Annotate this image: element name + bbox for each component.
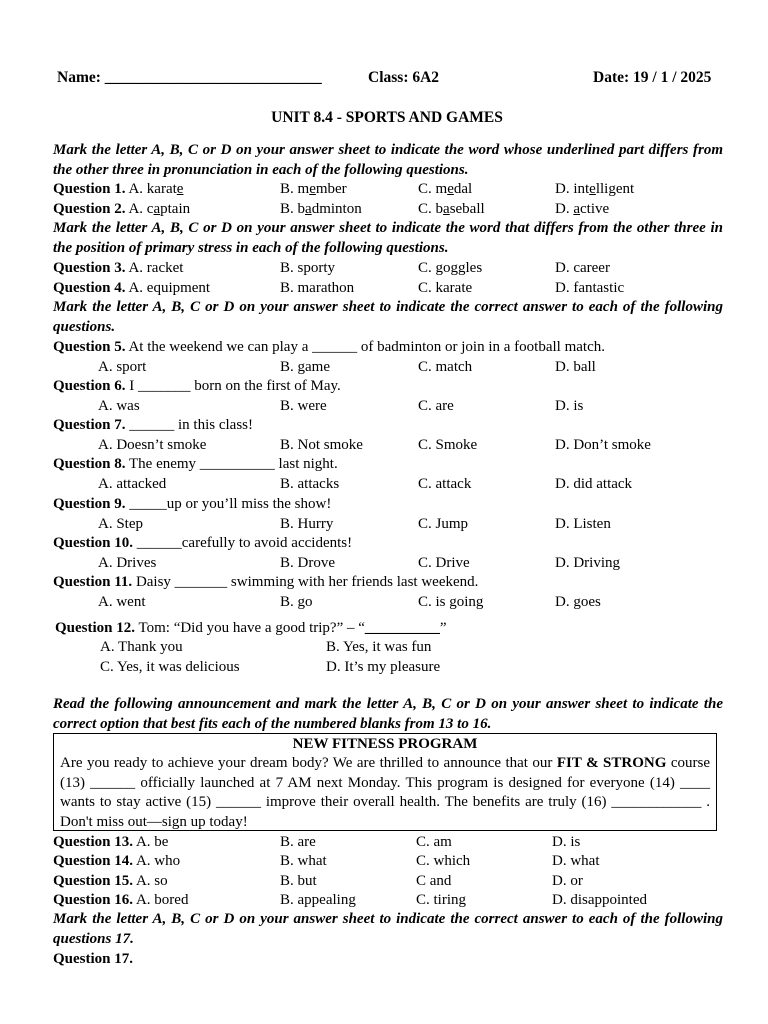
question-16 (53, 890, 733, 910)
option-d: D. Listen (555, 516, 611, 532)
option-a: A. who (135, 853, 181, 869)
option-b: B. are (280, 834, 316, 850)
question-2: Question 2. A. captain B. badminton C. baseball D. active (53, 201, 610, 217)
question-label: Question 1. (53, 181, 126, 197)
answer-blank: __________ (364, 620, 440, 636)
option-a: A. was (98, 398, 140, 414)
question-label: Question 14. (53, 853, 134, 869)
option-b: B. marathon (280, 280, 355, 296)
option-b: B. but (280, 873, 317, 889)
question-13 (53, 832, 733, 852)
option-a: A. Doesn’t smoke (98, 437, 207, 453)
option-c: C. tiring (416, 892, 467, 908)
option-d: D. goes (555, 594, 601, 610)
option-d: D. ball (555, 359, 596, 375)
question-text: Daisy _______ swimming with her friends last weekend. (132, 574, 479, 590)
name-field: Name: ____________________________ (57, 69, 322, 86)
question-12-stem: Question 12. Tom: “Did you have a good trip?” – “__________” (55, 620, 447, 636)
question-label: Question 8. (53, 456, 126, 472)
option-d: D. Driving (555, 555, 620, 571)
option-a: A. attacked (98, 476, 167, 492)
question-label: Question 4. (53, 280, 126, 296)
option-d: D. did attack (555, 476, 633, 492)
question-11-stem (53, 572, 743, 592)
question-label: Question 17. (53, 951, 134, 967)
option-b: B. Drove (280, 555, 335, 571)
question-text: _____up or you’ll miss the show! (125, 496, 332, 512)
question-label: Question 10. (53, 535, 134, 551)
final-instruction: Mark the letter A, B, C or D on your answer sheet to indicate the correct answer to each of the following questions 17. (53, 911, 723, 947)
option-d: D. It’s my pleasure (326, 659, 441, 675)
option-b: B. sporty (280, 260, 336, 276)
option-a: A. Drives (98, 555, 157, 571)
question-text: ______ in this class! (125, 417, 254, 433)
question-text: The enemy __________ last night. (125, 456, 338, 472)
option-b: B. appealing (280, 892, 356, 908)
option-b: B. Yes, it was fun (326, 639, 432, 655)
class-label: Class: 6A2 (368, 69, 440, 86)
question-8-stem (53, 454, 743, 474)
option-b: B. Hurry (280, 516, 334, 532)
stress-instruction: Mark the letter A, B, C or D on your answer sheet to indicate the word that differs from the other three in the position of primary stress in each of the following questions. (53, 220, 723, 256)
question-8-options (53, 474, 733, 494)
option-c: C. is going (418, 594, 484, 610)
option-a: A. went (98, 594, 146, 610)
question-label: Question 6. (53, 378, 126, 394)
announcement-title: NEW FITNESS PROGRAM (292, 736, 478, 752)
question-label: Question 9. (53, 496, 126, 512)
option-c: C. Drive (418, 555, 470, 571)
option-d: D. career (555, 260, 610, 276)
option-a: A. sport (98, 359, 147, 375)
option-c: C. are (418, 398, 454, 414)
question-3 (53, 258, 733, 278)
question-6-options (53, 396, 733, 416)
question-text: Tom: “Did you have a good trip?” – “ (135, 620, 365, 636)
question-label: Question 15. (53, 873, 134, 889)
option-c: C. goggles (418, 260, 483, 276)
option-d: D. what (552, 853, 600, 869)
question-9-stem (53, 494, 743, 514)
option-a: A. equipment (128, 280, 211, 296)
option-d: D. Don’t smoke (555, 437, 651, 453)
option-b: B. what (280, 853, 327, 869)
question-10-stem (53, 533, 743, 553)
question-5-stem (53, 337, 743, 357)
option-b: B. go (280, 594, 313, 610)
question-1: Question 1. A. karate B. member C. medal D. intelligent (53, 181, 635, 197)
option-c: C. karate (418, 280, 473, 296)
option-c: C. match (418, 359, 473, 375)
question-15 (53, 871, 733, 891)
option-b: B. Not smoke (280, 437, 363, 453)
option-c: C. Yes, it was delicious (100, 659, 240, 675)
question-text: I _______ born on the first of May. (125, 378, 341, 394)
question-12-options-row-1 (53, 637, 733, 657)
option-a: A. racket (128, 260, 184, 276)
option-a: A. Thank you (100, 639, 183, 655)
question-9-options (53, 514, 733, 534)
option-c: C. Jump (418, 516, 469, 532)
program-name: FIT & STRONG (556, 755, 667, 771)
question-text: ______carefully to avoid accidents! (133, 535, 353, 551)
question-7-options (53, 435, 733, 455)
option-b: B. attacks (280, 476, 340, 492)
question-label: Question 11. (53, 574, 133, 590)
question-7-stem (53, 415, 743, 435)
question-label: Question 12. (55, 620, 136, 636)
question-label: Question 2. (53, 201, 126, 217)
question-label: Question 16. (53, 892, 134, 908)
option-d: D. or (552, 873, 583, 889)
option-b: B. game (280, 359, 330, 375)
option-a: A. be (135, 834, 169, 850)
question-label: Question 7. (53, 417, 126, 433)
reading-instruction: Read the following announcement and mark the letter A, B, C or D on your answer sheet to indicate the correct option that best fits each of the numbered blanks from 13 to 16. (53, 696, 723, 732)
question-label: Question 5. (53, 339, 126, 355)
option-b: B. were (280, 398, 327, 414)
option-d: D. disappointed (552, 892, 647, 908)
question-12-options-row-2 (53, 657, 733, 677)
option-a: A. bored (135, 892, 189, 908)
date-label: Date: 19 / 1 / 2025 (593, 69, 712, 86)
question-5-options (53, 357, 733, 377)
announcement-box (53, 733, 717, 831)
question-4 (53, 278, 733, 298)
question-label: Question 3. (53, 260, 126, 276)
question-text: At the weekend we can play a ______ of badminton or join in a football match. (125, 339, 605, 355)
option-d: D. is (552, 834, 581, 850)
announcement-text: Are you ready to achieve your dream body? We are thrilled to announce that our FIT & STRONG course (13) ______ officially launched at 7 AM next Monday. This program is designed for everyone (14) ____ wants to stay active (15) ______ improve their overall health. The benefits are truly (16) ____________ . Don't miss out—sign up today! (60, 755, 710, 830)
option-d: D. is (555, 398, 584, 414)
option-a: A. Step (98, 516, 143, 532)
question-6-stem (53, 376, 743, 396)
correct-answer-instruction: Mark the letter A, B, C or D on your answer sheet to indicate the correct answer to each of the following questions. (53, 299, 723, 335)
question-label: Question 13. (53, 834, 134, 850)
question-10-options (53, 553, 733, 573)
option-d: D. fantastic (555, 280, 625, 296)
option-c: C. Smoke (418, 437, 478, 453)
page-title: UNIT 8.4 - SPORTS AND GAMES (271, 109, 503, 126)
option-c: C and (416, 873, 452, 889)
option-c: C. attack (418, 476, 472, 492)
option-a: A. so (135, 873, 168, 889)
question-17 (53, 949, 743, 969)
option-c: C. which (416, 853, 471, 869)
option-c: C. am (416, 834, 452, 850)
pronunciation-instruction: Mark the letter A, B, C or D on your answer sheet to indicate the word whose underlined part differs from the other three in pronunciation in each of the following questions. (53, 142, 723, 178)
question-11-options (53, 592, 733, 612)
question-14 (53, 851, 733, 871)
